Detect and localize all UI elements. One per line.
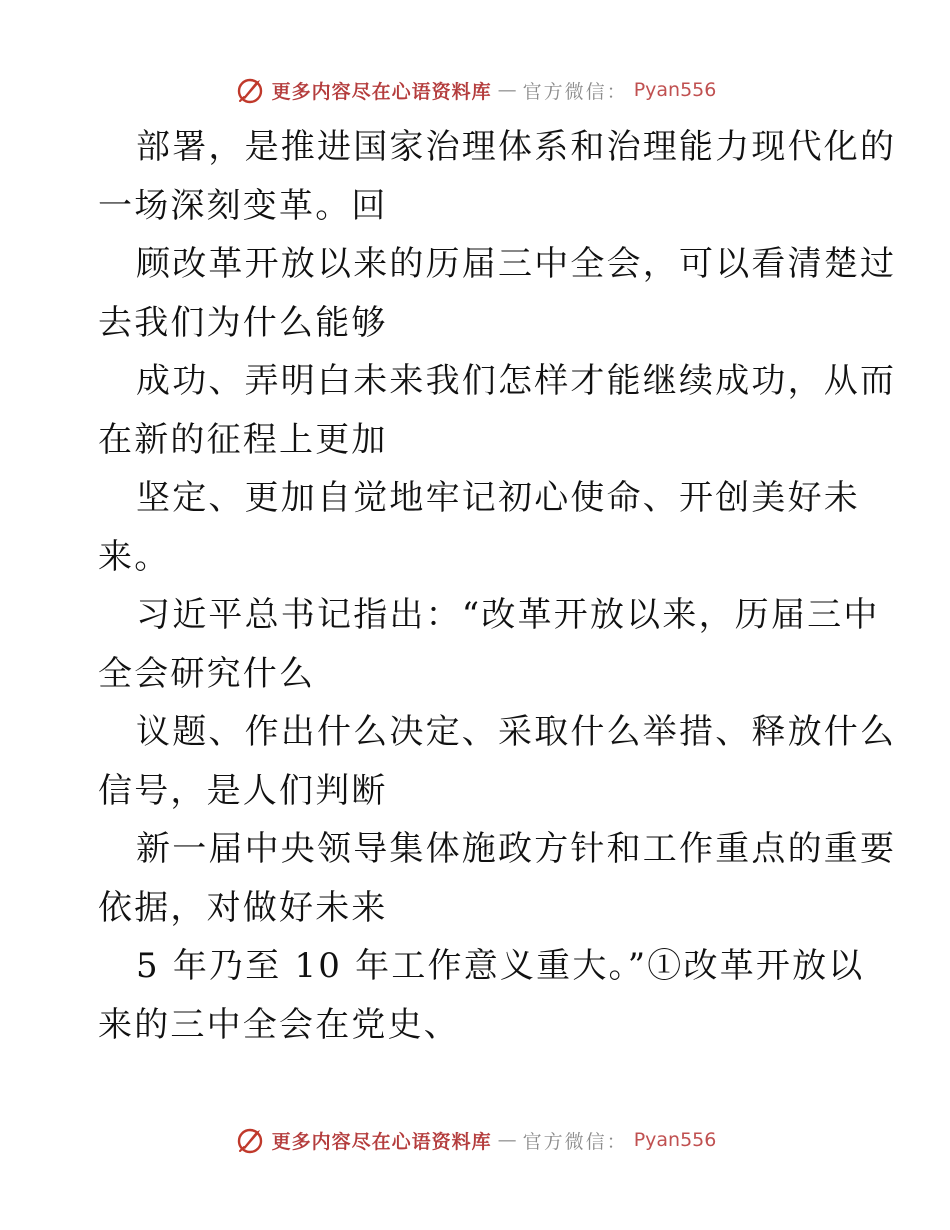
document-body bbox=[98, 118, 897, 1054]
text-line: 信号，是人们判断 bbox=[98, 770, 388, 811]
watermark-site-text: 更多内容尽在心语资料库 bbox=[271, 1130, 492, 1153]
text-line: 来。 bbox=[98, 536, 171, 577]
text-line: 习近平总书记指出：“改革开放以来，历届三中 bbox=[136, 595, 880, 635]
text-line: 在新的征程上更加 bbox=[98, 419, 388, 460]
watermark-wechat-id: Pyan556 bbox=[633, 1129, 717, 1151]
text-line: 顾改革开放以来的历届三中全会，可以看清楚过 bbox=[136, 244, 897, 284]
text-line: 成功、弄明白未来我们怎样才能继续成功，从而 bbox=[136, 361, 897, 401]
watermark-wechat-label: 官方微信： bbox=[522, 1130, 628, 1153]
text-line: 坚定、更加自觉地牢记初心使命、开创美好未 bbox=[136, 478, 860, 518]
text-line: 5 年乃至 10 年工作意义重大。”①改革开放以 bbox=[136, 946, 865, 986]
quill-pen-icon bbox=[234, 74, 266, 106]
watermark-dash: — bbox=[497, 79, 517, 101]
watermark-dash: — bbox=[497, 1129, 517, 1151]
text-line: 依据，对做好未来 bbox=[98, 887, 388, 928]
text-line: 全会研究什么 bbox=[98, 653, 316, 694]
watermark-wechat-label: 官方微信： bbox=[522, 80, 628, 103]
header-watermark bbox=[0, 72, 950, 108]
text-line: 去我们为什么能够 bbox=[98, 302, 388, 343]
text-line: 部署，是推进国家治理体系和治理能力现代化的 bbox=[136, 127, 897, 167]
watermark-site-text: 更多内容尽在心语资料库 bbox=[271, 80, 492, 103]
text-line: 议题、作出什么决定、采取什么举措、释放什么 bbox=[136, 712, 897, 752]
footer-watermark bbox=[0, 1122, 950, 1158]
text-line: 一场深刻变革。回 bbox=[98, 185, 388, 226]
text-line: 来的三中全会在党史、 bbox=[98, 1004, 460, 1045]
text-line: 新一届中央领导集体施政方针和工作重点的重要 bbox=[136, 829, 897, 869]
watermark-wechat-id: Pyan556 bbox=[633, 79, 717, 101]
quill-pen-icon bbox=[234, 1124, 266, 1156]
